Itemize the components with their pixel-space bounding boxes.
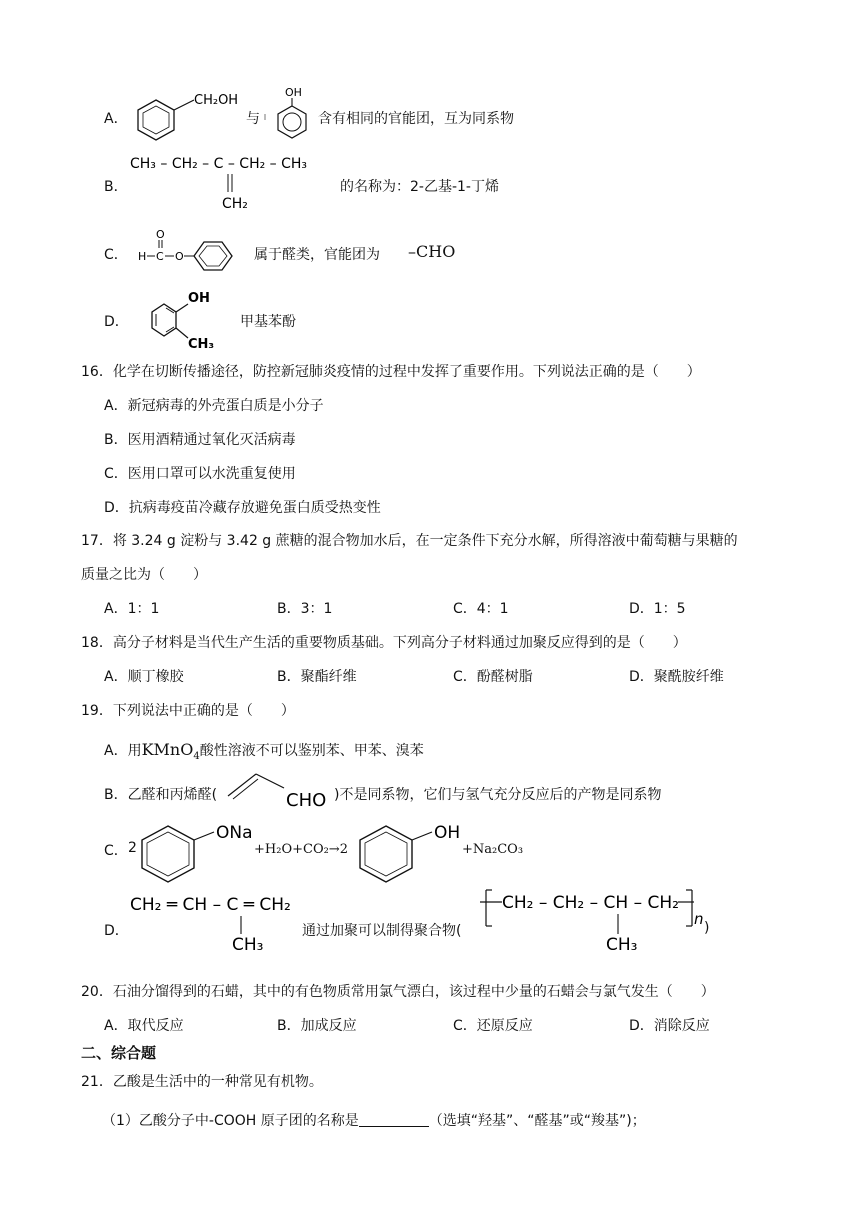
q15-a-and: 与 <box>246 111 260 127</box>
q21-stem: 21．乙酸是生活中的一种常见有机物。 <box>81 1074 323 1090</box>
ethyl-butene-structure <box>128 150 338 216</box>
b-main-chain: CH₃ – CH₂ – C – CH₂ – CH₃ <box>130 156 308 172</box>
q17-option-b: B．3：1 <box>277 601 333 617</box>
q18-stem: 18．高分子材料是当代生产生活的重要物质基础。下列高分子材料通过加聚反应得到的是（ ） <box>81 635 687 651</box>
q15-option-a-label: A． <box>104 111 128 127</box>
q17-stem-line1: 17．将 3.24 g 淀粉与 3.42 g 蔗糖的混合物加水后，在一定条件下充分水解，所得溶液中葡萄糖与果糖的 <box>81 533 738 549</box>
q15-d-text: 甲基苯酚 <box>240 314 296 330</box>
cho-text: CHO <box>286 790 327 810</box>
q19-stem: 19．下列说法中正确的是（ ） <box>81 703 295 719</box>
q17-option-a: A．1：1 <box>104 601 160 617</box>
q19-d-mid: 通过加聚可以制得聚合物( <box>302 923 462 939</box>
q15-option-c-label: C． <box>104 247 128 263</box>
ch2oh-text: CH₂OH <box>194 93 239 108</box>
q15-b-text: 的名称为：2-乙基-1-丁烯 <box>340 179 499 195</box>
polymer-structure <box>480 884 710 958</box>
polymer-n: n <box>694 910 704 928</box>
isoprene-structure <box>128 886 308 958</box>
d-ch3-text: CH₃ <box>188 337 215 352</box>
q19-option-a <box>104 740 424 762</box>
q16-stem: 16．化学在切断传播途径，防控新冠肺炎疫情的过程中发挥了重要作用。下列说法正确的是（ ） <box>81 364 701 380</box>
answer-blank[interactable] <box>359 1112 429 1127</box>
q15-c-group: –CHO <box>408 242 456 261</box>
polymer-ch3: CH₃ <box>606 935 638 955</box>
phenol-product-structure <box>348 818 474 890</box>
q20-option-c: C．还原反应 <box>453 1018 533 1034</box>
q19-d-post: ) <box>704 920 710 936</box>
phenyl-formate-structure <box>134 226 246 278</box>
q20-option-d: D．消除反应 <box>629 1018 710 1034</box>
methylphenol-structure <box>126 286 236 352</box>
c-o-ester: O <box>175 250 184 263</box>
q19-c-coefficient: 2 <box>128 840 137 856</box>
q19-option-d-label: D． <box>104 923 129 939</box>
q20-option-a: A．取代反应 <box>104 1018 184 1034</box>
q18-option-d: D．聚酰胺纤维 <box>629 669 724 685</box>
q19-a-post: 酸性溶液不可以鉴别苯、甲苯、溴苯 <box>199 743 424 759</box>
q19-c-products: +Na₂CO₃ <box>462 842 524 857</box>
q16-option-a: A．新冠病毒的外壳蛋白质是小分子 <box>104 398 324 414</box>
q15-c-text: 属于醛类，官能团为 <box>254 247 380 263</box>
d-oh-text: OH <box>188 291 210 306</box>
b-ch2-text: CH₂ <box>222 196 248 212</box>
phenol-structure <box>262 84 314 148</box>
acrolein-structure <box>226 766 338 810</box>
isoprene-chain: CH₂ ═ CH – C ═ CH₂ <box>130 895 291 915</box>
q18-option-a: A．顺丁橡胶 <box>104 669 184 685</box>
q20-stem: 20．石油分馏得到的石蜡，其中的有色物质常用氯气漂白，该过程中少量的石蜡会与氯气发生（ ） <box>81 984 715 1000</box>
c-o-carbonyl: O <box>156 228 165 241</box>
q19-c-reactants: +H₂O+CO₂→2 <box>254 842 348 857</box>
isoprene-ch3: CH₃ <box>232 935 264 955</box>
q21-part1-pre: （1）乙酸分子中-COOH 原子团的名称是 <box>102 1113 359 1129</box>
q17-option-d: D．1：5 <box>629 601 686 617</box>
q17-stem-line2: 质量之比为（ ） <box>81 567 207 583</box>
phenol-oh-text: OH <box>285 86 302 99</box>
q19-b-post: )不是同系物，它们与氢气充分反应后的产物是同系物 <box>334 787 662 803</box>
oh-text: OH <box>434 823 461 843</box>
q19-b-pre: B．乙醛和丙烯醛( <box>104 787 218 803</box>
q19-option-c-label: C． <box>104 843 128 859</box>
q15-option-d-label: D． <box>104 314 129 330</box>
q18-option-b: B．聚酯纤维 <box>277 669 357 685</box>
q17-option-c: C．4：1 <box>453 601 509 617</box>
q18-option-c: C．酚醛树脂 <box>453 669 533 685</box>
q19-a-pre: A．用 <box>104 743 142 759</box>
kmno4-subscript: 4 <box>193 750 200 762</box>
q21-part1-post: （选填“羟基”、“醛基”或“羧基”)； <box>428 1113 646 1129</box>
q15-option-b-label: B． <box>104 179 128 195</box>
q21-part1 <box>102 1110 646 1130</box>
q15-a-text: 含有相同的官能团，互为同系物 <box>318 111 514 127</box>
c-h-text: H <box>138 250 147 263</box>
polymer-chain: CH₂ – CH₂ – CH – CH₂ <box>502 893 679 913</box>
kmno4-formula: KMnO <box>141 740 194 759</box>
section-heading: 二、综合题 <box>81 1044 157 1062</box>
c-c-text: C <box>156 250 164 263</box>
q16-option-c: C．医用口罩可以水洗重复使用 <box>104 466 296 482</box>
q20-option-b: B．加成反应 <box>277 1018 357 1034</box>
q16-option-b: B．医用酒精通过氧化灭活病毒 <box>104 432 296 448</box>
benzyl-alcohol-structure <box>128 88 248 150</box>
sodium-phenoxide-structure <box>130 818 256 890</box>
q16-option-d: D．抗病毒疫苗冷藏存放避免蛋白质受热变性 <box>104 500 381 516</box>
ona-text: ONa <box>216 823 253 843</box>
